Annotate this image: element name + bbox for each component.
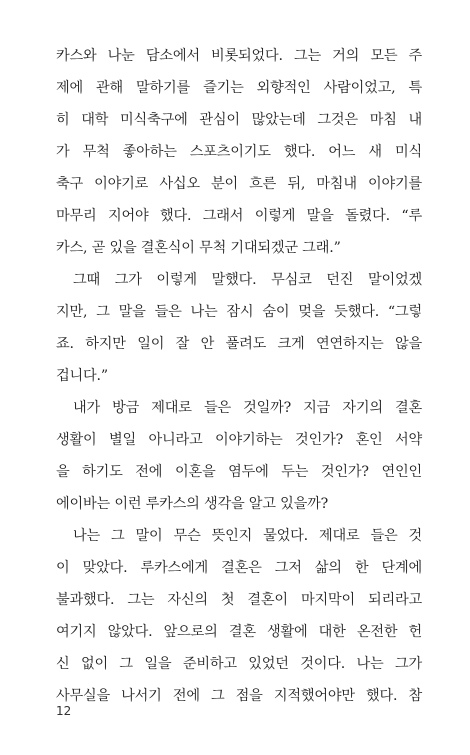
text-line: 축구 이야기로 사십오 분이 흐른 뒤, 마침내 이야기를	[56, 176, 422, 192]
text-line: 불과했다. 그는 자신의 첫 결혼이 마지막이 되리라고	[56, 592, 422, 608]
text-line: 이 맞았다. 루카스에게 결혼은 그저 삶의 한 단계에	[56, 560, 422, 576]
text-line: 여기지 않았다. 앞으로의 결혼 생활에 대한 온전한 헌	[56, 624, 422, 640]
text-line: 사무실을 나서기 전에 그 점을 지적했어야만 했다. 참	[56, 688, 422, 704]
text-line: 내가 방금 제대로 들은 것일까? 지금 자기의 결혼	[73, 400, 422, 416]
text-line: 마무리 지어야 했다. 그래서 이렇게 말을 돌렸다. “루	[56, 208, 422, 224]
text-line: 을 하기도 전에 이혼을 염두에 두는 것인가? 연인인	[56, 464, 422, 480]
page-number: 12	[56, 704, 72, 718]
text-line: 카스와 나눈 담소에서 비롯되었다. 그는 거의 모든 주	[56, 48, 422, 64]
text-line: 그때 그가 이렇게 말했다. 무심코 던진 말이었겠	[73, 272, 422, 288]
text-line: 신 없이 그 일을 준비하고 있었던 것이다. 나는 그가	[56, 656, 422, 672]
text-line: 히 대학 미식축구에 관심이 많았는데 그것은 마침 내	[56, 112, 422, 128]
text-line: 제에 관해 말하기를 즐기는 외향적인 사람이었고, 특	[56, 80, 422, 96]
text-line: 나는 그 말이 무슨 뜻인지 물었다. 제대로 들은 것	[73, 528, 422, 544]
text-line: 생활이 별일 아니라고 이야기하는 것인가? 혼인 서약	[56, 432, 422, 448]
text-line: 가 무척 좋아하는 스포츠이기도 했다. 어느 새 미식	[56, 144, 422, 160]
text-line: 에이바는 이런 루카스의 생각을 알고 있을까?	[56, 496, 329, 512]
text-line: 지만, 그 말을 들은 나는 잠시 숨이 멎을 듯했다. “그렇	[56, 304, 422, 320]
text-line: 죠. 하지만 일이 잘 안 풀려도 크게 연연하지는 않을	[56, 336, 422, 352]
text-line: 겁니다.”	[56, 368, 108, 384]
body-text	[56, 40, 422, 712]
text-line: 카스, 곧 있을 결혼식이 무척 기대되겠군 그래.”	[56, 240, 341, 256]
